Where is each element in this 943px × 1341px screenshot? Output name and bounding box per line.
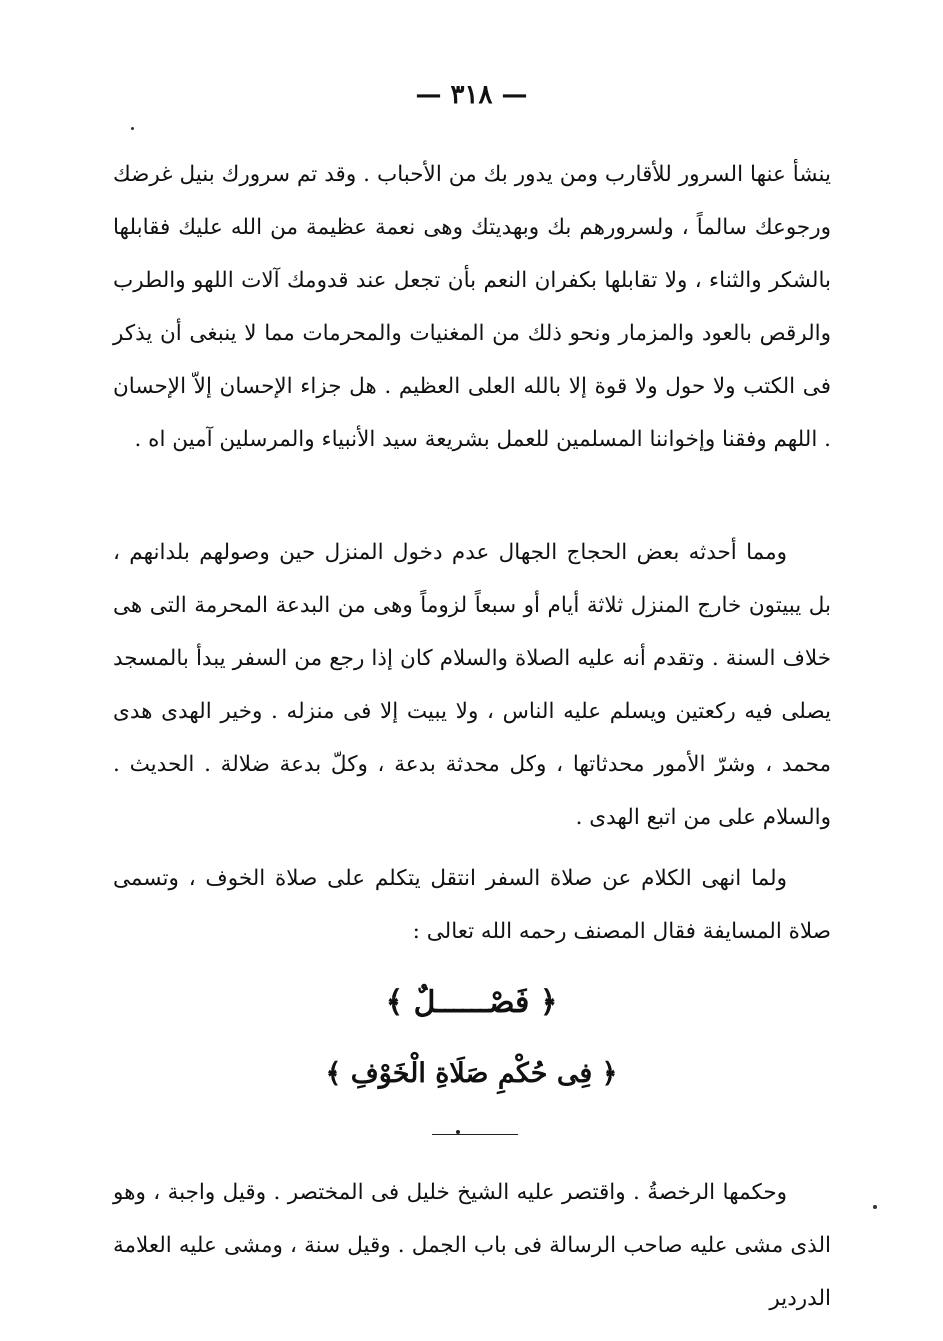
section-subtitle: ﴿ فِى حُكْمِ صَلَاةِ الْخَوْفِ ﴾ <box>325 1058 618 1089</box>
section-divider <box>432 1134 518 1135</box>
page-number: — ٣١٨ — <box>415 80 528 110</box>
section-heading: ﴿ فَصْــــــلٌ ﴾ <box>385 985 558 1020</box>
ink-speck <box>131 127 134 130</box>
paragraph-transition-fear-prayer: ولما انهى الكلام عن صلاة السفر انتقل يتكلم على صلاة الخوف ، وتسمى صلاة المسايفة فقال المصنف رحمه الله تعالى : <box>113 866 831 944</box>
paragraph-ruling: وحكمها الرخصةُ . واقتصر عليه الشيخ خليل فى المختصر . وقيل واجبة ، وهو الذى مشى عليه صاحب الرسالة فى باب الجمل . وقيل سنة ، ومشى عليه العلامة الدردير <box>113 1180 831 1311</box>
paragraph-pilgrim-innovation: ومما أحدثه بعض الحجاج الجهال عدم دخول المنزل حين وصولهم بلدانهم ، بل يبيتون خارج المنزل ثلاثة أيام أو سبعاً لزوماً وهى من البدعة المحرمة التى هى خلاف السنة . وتقدم أنه عليه الصلاة والسلام كان إذا رجع من السفر يبدأ بالمسجد يصلى فيه ركعتين ويسلم عليه الناس ، ولا يبيت إلا فى منزله . وخير الهدى هدى محمد ، وشرّ الأمور محدثاتها ، وكل محدثة بدعة ، وكلّ بدعة ضلالة . الحديث . والسلام على من اتبع الهدى . <box>113 540 831 830</box>
ink-speck <box>873 1205 877 1209</box>
divider-dot <box>456 1130 460 1134</box>
paragraph-returning-pilgrim: ينشأ عنها السرور للأقارب ومن يدور بك من الأحباب . وقد تم سرورك بنيل غرضك ورجوعك سالماً ، ولسرورهم بك وبهديتك وهى نعمة عظيمة من الله عليك فقابلها بالشكر والثناء ، ولا تقابلها بكفران النعم بأن تجعل عند قدومك آلات اللهو والطرب والرقص بالعود والمزمار ونحو ذلك من المغنيات والمحرمات مما لا ينبغى أن يذكر فى الكتب ولا حول ولا قوة إلا بالله العلى العظيم . هل جزاء الإحسان إلاّ الإحسان . اللهم وفقنا وإخواننا المسلمين للعمل بشريعة سيد الأنبياء والمرسلين آمين اه . <box>113 162 831 452</box>
